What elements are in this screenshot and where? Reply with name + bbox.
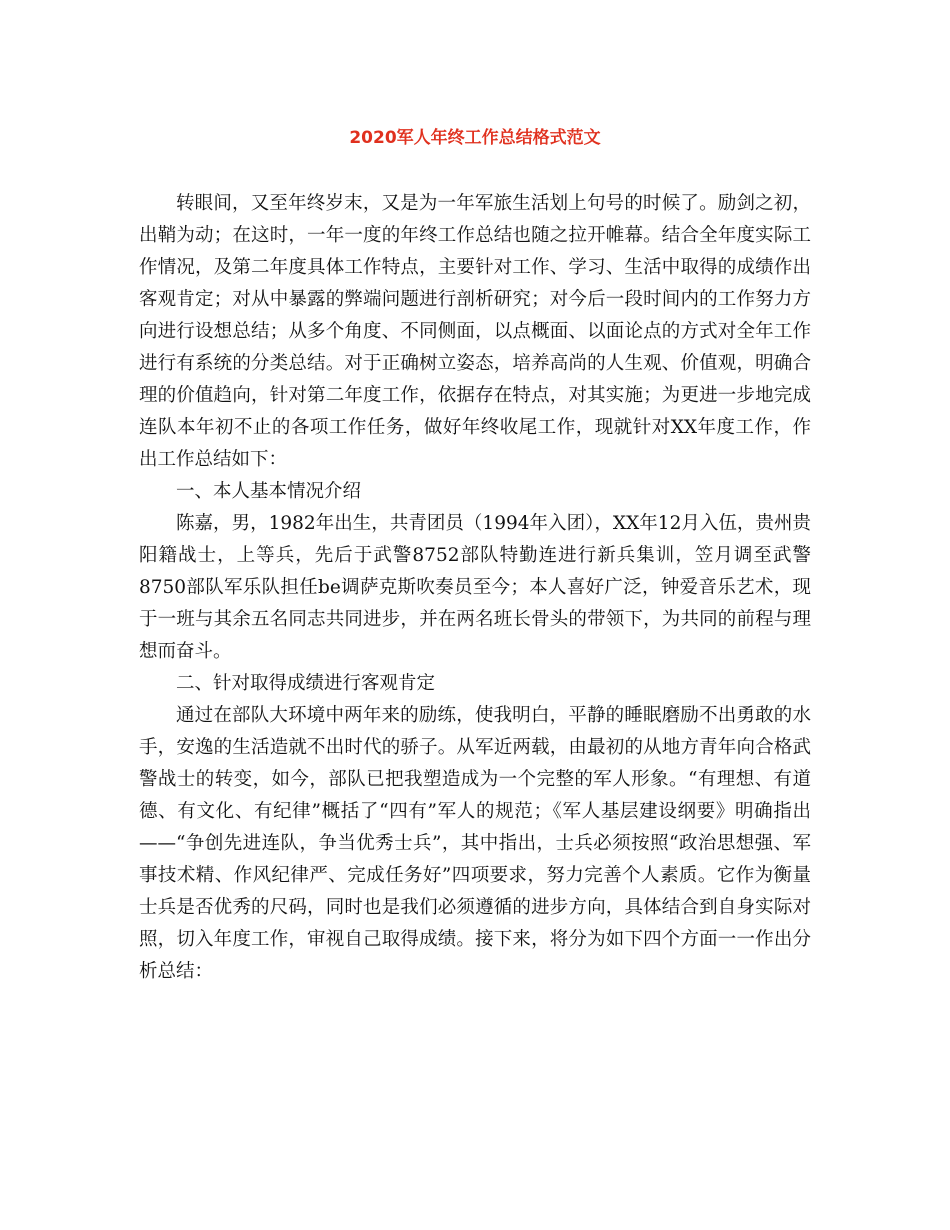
document-title: 2020军人年终工作总结格式范文: [349, 128, 601, 148]
section-heading-1: 一、本人基本情况介绍: [176, 481, 362, 502]
achievements-paragraph: 通过在部队大环境中两年来的励练，使我明白，平静的睡眠磨励不出勇敢的水手，安逸的生活造就不出时代的骄子。从军近两载，由最初的从地方青年向合格武警战士的转变，如今，部队已把我塑造成为一个完整的军人形象。“有理想、有道德、有文化、有纪律”概括了“四有”军人的规范；《军人基层建设纲要》明确指出——“争创先进连队，争当优秀士兵”，其中指出，士兵必须按照“政治思想强、军事技术精、作风纪律严、完成任务好”四项要求，努力完善个人素质。它作为衡量士兵是否优秀的尺码，同时也是我们必须遵循的进步方向，具体结合到自身实际对照，切入年度工作，审视自己取得成绩。接下来，将分为如下四个方面一一作出分析总结：: [139, 705, 811, 982]
personal-info-paragraph: 陈嘉，男，1982年出生，共青团员（1994年入团），XX年12月入伍，贵州贵阳籍战士，上等兵，先后于武警8752部队特勤连进行新兵集训，笠月调至武警8750部队军乐队担任be调萨克斯吹奏员至今；本人喜好广泛，钟爱音乐艺术，现于一班与其余五名同志共同进步，并在两名班长骨头的带领下，为共同的前程与理想而奋斗。: [139, 513, 811, 662]
document-body: [139, 188, 811, 988]
intro-paragraph: 转眼间，又至年终岁末，又是为一年军旅生活划上句号的时候了。励剑之初，出鞘为动；在这时，一年一度的年终工作总结也随之拉开帷幕。结合全年度实际工作情况，及第二年度具体工作特点，主要针对工作、学习、生活中取得的成绩作出客观肯定；对从中暴露的弊端问题进行剖析研究；对今后一段时间内的工作努力方向进行设想总结；从多个角度、不同侧面，以点概面、以面论点的方式对全年工作进行有系统的分类总结。对于正确树立姿态，培养高尚的人生观、价值观，明确合理的价值趋向，针对第二年度工作，依据存在特点，对其实施；为更进一步地完成连队本年初不止的各项工作任务，做好年终收尾工作，现就针对XX年度工作，作出工作总结如下：: [139, 193, 811, 470]
section-heading-2: 二、针对取得成绩进行客观肯定: [176, 673, 436, 694]
